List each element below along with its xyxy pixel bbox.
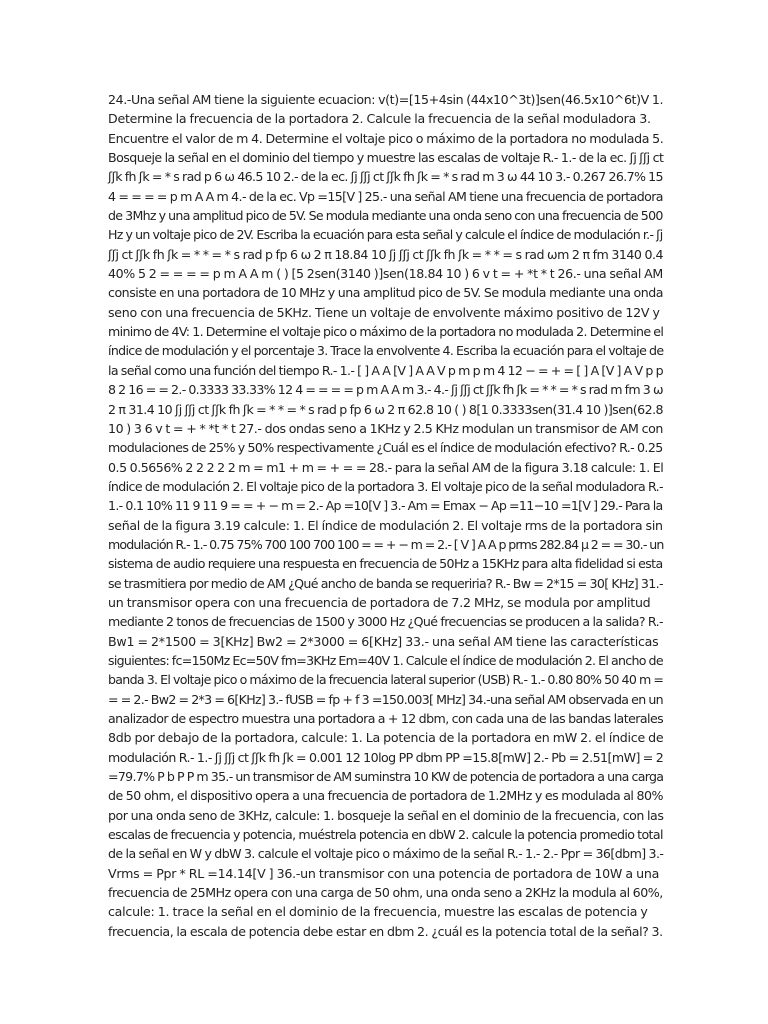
- text-line: se trasmitiera por medio de AM ¿Qué ancho de banda se requeriria? R.- Bw = 2*15 = 30[ KHz] 31.-: [108, 575, 663, 591]
- text-line: modulación R.- 1.- 0.75 75% 700 100 700 100 = = + − m = 2.- [ V ] A A p prms 282.84 μ 2 = = 30.- un: [108, 536, 664, 552]
- text-line: 24.-Una señal AM tiene la siguiente ecuacion: v(t)=[15+4sin (44x10^3t)]sen(46.5x10^6t)V 1.: [108, 92, 664, 107]
- text-line: un transmisor opera con una frecuencia de portadora de 7.2 MHz, se modula por amplitud: [108, 594, 651, 610]
- text-line: consiste en una portadora de 10 MHz y una amplitud pico de 5V. Se modula mediante una onda: [108, 285, 664, 301]
- text-line: = = 2.- Bw2 = 2*3 = 6[KHz] 3.- fUSB = fp + f 3 =150.003[ MHz] 34.-una señal AM observada en un: [108, 691, 663, 707]
- text-line: ʃʃk fh ʃk = * s rad p 6 ω 46.5 10 2.- de la ec. ʃj ʃʃj ct ʃʃk fh ʃk = * s rad m 3 ω 44 10 3.- 0.267 26.7% 15: [108, 169, 663, 185]
- text-line: =79.7% P b P P m 35.- un transmisor de AM suminstra 10 KW de potencia de portadora a una carga: [108, 769, 664, 785]
- text-line: ʃʃj ct ʃʃk fh ʃk = * * = * s rad p fp 6 ω 2 π 18.84 10 ʃj ʃʃj ct ʃʃk fh ʃk = * * = s rad ωm 2 π fm 3140 0.4: [108, 246, 664, 262]
- text-line: mediante 2 tonos de frecuencias de 1500 y 3000 Hz ¿Qué frecuencias se producen a la salida? R.-: [108, 614, 663, 630]
- text-line: 10 ) 3 6 v t = + * *t * t 27.- dos ondas seno a 1KHz y 2.5 KHz modulan un transmisor de AM con: [108, 420, 663, 436]
- text-line: banda 3. El voltaje pico o máximo de la frecuencia lateral superior (USB) R.- 1.- 0.80 80% 50 40 m =: [108, 672, 664, 688]
- text-line: Hz y un voltaje pico de 2V. Escriba la ecuación para esta señal y calcule el índice de modulación r.- ʃj: [108, 227, 663, 243]
- text-line: minimo de 4V: 1. Determine el voltaje pico o máximo de la portadora no modulada 2. Determine el: [108, 324, 664, 340]
- text-line: modulación R.- 1.- ʃj ʃʃj ct ʃʃk fh ʃk = 0.001 12 10log PP dbm PP =15.8[mW] 2.- Pb = 2.51[mW] = 2: [108, 749, 664, 765]
- text-line: 2 π 31.4 10 ʃj ʃʃj ct ʃʃk fh ʃk = * * = * s rad p fp 6 ω 2 π 62.8 10 ( ) 8[1 0.3333sen(31.4 10 )]sen(62.8: [108, 401, 663, 417]
- text-line: Bosqueje la señal en el dominio del tiempo y muestre las escalas de voltaje R.- 1.- de la ec. ʃj ʃʃj ct: [108, 150, 664, 166]
- text-line: de 3Mhz y una amplitud pico de 5V. Se modula mediante una onda seno con una frecuencia de 500: [108, 208, 663, 224]
- text-line: frecuencia de 25MHz opera con una carga de 50 ohm, una onda seno a 2KHz la modula al 60%,: [108, 885, 663, 901]
- text-line: 40% 5 2 = = = = p m A A m ( ) [5 2sen(3140 )]sen(18.84 10 ) 6 v t = + *t * t 26.- una señal AM: [108, 266, 663, 282]
- text-line: seno con una frecuencia de 5KHz. Tiene un voltaje de envolvente máximo positivo de 12V y: [108, 304, 660, 320]
- text-line: de la señal en W y dbW 3. calcule el voltaje pico o máximo de la señal R.- 1.- 2.- Ppr = 36[dbm] 3.-: [108, 846, 664, 862]
- text-line: índice de modulación 2. El voltaje pico de la portadora 3. El voltaje pico de la señal moduladora R.-: [108, 478, 663, 494]
- text-line: señal de la figura 3.19 calcule: 1. El índice de modulación 2. El voltaje rms de la portadora sin: [108, 517, 663, 533]
- text-line: calcule: 1. trace la señal en el dominio de la frecuencia, muestre las escalas de potencia y: [108, 904, 648, 920]
- text-line: 8db por debajo de la portadora, calcule: 1. La potencia de la portadora en mW 2. el índice de: [108, 730, 664, 746]
- text-line: escalas de frecuencia y potencia, muéstrela potencia en dbW 2. calcule la potencia promedio total: [108, 827, 663, 843]
- text-line: la señal como una función del tiempo R.- 1.- [ ] A A [V ] A A V p m p m 4 12 − = + = [ ] A [V ] A V p p: [108, 362, 663, 378]
- text-line: 4 = = = = p m A A m 4.- de la ec. Vp =15[V ] 25.- una señal AM tiene una frecuencia de portadora: [108, 188, 663, 204]
- text-line: 8 2 16 = = 2.- 0.3333 33.33% 12 4 = = = = p m A A m 3.- 4.- ʃj ʃʃj ct ʃʃk fh ʃk = * * = * s rad m fm 3 ω: [108, 382, 663, 398]
- text-line: Encuentre el valor de m 4. Determine el voltaje pico o máximo de la portadora no modulada 5.: [108, 130, 664, 146]
- text-line: sistema de audio requiere una respuesta en frecuencia de 50Hz a 15KHz para alta fidelidad si esta: [108, 556, 663, 572]
- text-line: de 50 ohm, el dispositivo opera a una frecuencia de portadora de 1.2MHz y es modulada al 80%: [108, 788, 663, 804]
- text-line: por una onda seno de 3KHz, calcule: 1. bosqueje la señal en el dominio de la frecuencia, con las: [108, 807, 664, 823]
- text-line: 0.5 0.5656% 2 2 2 2 2 m = m1 + m = + = = 28.- para la señal AM de la figura 3.18 calcule: 1. El: [108, 459, 664, 475]
- text-line: analizador de espectro muestra una portadora a + 12 dbm, con cada una de las bandas laterales: [108, 711, 664, 726]
- text-line: modulaciones de 25% y 50% respectivamente ¿Cuál es el índice de modulación efectivo? R.- 0.25: [108, 440, 663, 456]
- document-body: [108, 90, 663, 941]
- text-line: frecuencia, la escala de potencia debe estar en dbm 2. ¿cuál es la potencia total de la señal? 3.: [108, 923, 663, 939]
- text-line: Determine la frecuencia de la portadora 2. Calcule la frecuencia de la señal moduladora 3.: [108, 111, 651, 127]
- text-line: Vrms = Ppr * RL =14.14[V ] 36.-un transmisor con una potencia de portadora de 10W a una: [108, 865, 660, 881]
- text-line: siguientes: fc=150Mz Ec=50V fm=3KHz Em=40V 1. Calcule el índice de modulación 2. El ancho de: [108, 652, 663, 668]
- text-line: 1.- 0.1 10% 11 9 11 9 = = + − m = 2.- Ap =10[V ] 3.- Am = Emax − Ap =11−10 =1[V ] 29.- Para la: [108, 498, 663, 514]
- text-line: índice de modulación y el porcentaje 3. Trace la envolvente 4. Escriba la ecuación para el voltaje de: [108, 343, 664, 359]
- text-line: Bw1 = 2*1500 = 3[KHz] Bw2 = 2*3000 = 6[KHz] 33.- una señal AM tiene las características: [108, 633, 659, 649]
